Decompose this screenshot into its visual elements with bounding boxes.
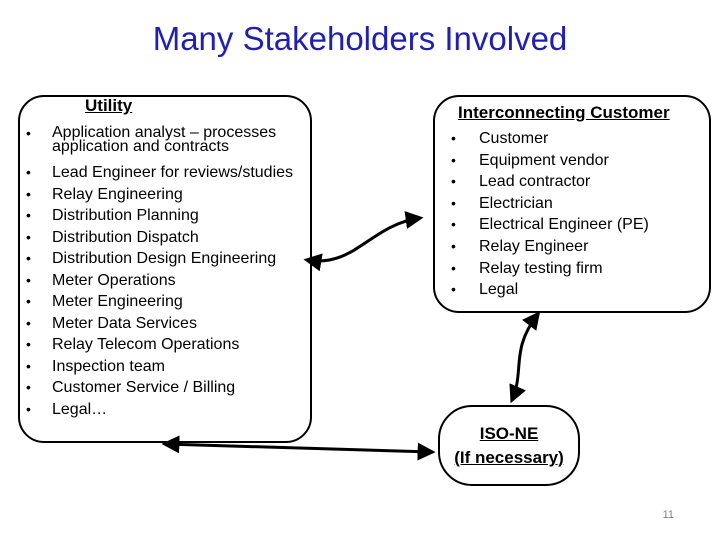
bullet-icon: • xyxy=(26,207,31,223)
slide-title: Many Stakeholders Involved xyxy=(152,20,568,57)
list-item-label: Meter Data Services xyxy=(52,314,197,332)
list-item-label: Legal xyxy=(479,281,519,299)
list-item-label: Meter Operations xyxy=(52,271,176,289)
bullet-icon: • xyxy=(26,250,31,266)
utility-heading: Utility xyxy=(85,96,133,115)
list-item-label-continued: application and contracts xyxy=(52,138,229,155)
list-item-label: Relay Engineering xyxy=(52,185,183,203)
bullet-icon: • xyxy=(451,151,456,168)
bullet-icon: • xyxy=(26,293,31,309)
bullet-icon: • xyxy=(26,379,31,395)
bullet-icon: • xyxy=(26,336,31,352)
iso-ne-condition: (If necessary) xyxy=(454,448,564,467)
list-item-label: Relay Engineer xyxy=(479,237,589,255)
bullet-icon: • xyxy=(26,228,31,245)
bullet-icon: • xyxy=(26,271,31,288)
customer-iso-arrow xyxy=(512,314,538,400)
list-item-label: Equipment vendor xyxy=(479,151,609,169)
bullet-icon: • xyxy=(451,173,456,190)
list-item-label: Customer Service / Billing xyxy=(52,379,236,396)
bullet-icon: • xyxy=(26,125,31,141)
list-item-label: Application analyst – processes xyxy=(52,124,277,141)
list-item-label: Meter Engineering xyxy=(52,293,183,310)
page-number: 11 xyxy=(662,509,674,521)
bullet-icon: • xyxy=(26,400,31,417)
list-item-label: Relay Telecom Operations xyxy=(52,336,240,353)
bullet-icon: • xyxy=(26,314,31,331)
bullet-icon: • xyxy=(26,357,31,374)
bullet-icon: • xyxy=(26,164,31,180)
list-item-label: Electrician xyxy=(479,194,553,212)
list-item-label: Distribution Planning xyxy=(52,207,199,224)
list-item-label: Relay testing firm xyxy=(479,259,603,277)
utility-iso-arrow xyxy=(165,444,432,452)
iso-ne-label: ISO-NE xyxy=(479,424,539,443)
list-item-label: Legal… xyxy=(52,400,108,418)
list-item-label: Customer xyxy=(479,130,549,147)
bullet-icon: • xyxy=(451,259,456,276)
bullet-icon: • xyxy=(451,237,456,254)
list-item-label: Lead Engineer for reviews/studies xyxy=(52,164,294,181)
list-item-label: Inspection team xyxy=(52,357,165,375)
list-item-label: Lead contractor xyxy=(479,173,591,191)
bullet-icon: • xyxy=(26,185,31,202)
bullet-icon: • xyxy=(451,281,456,298)
bullet-icon: • xyxy=(451,130,456,146)
bullet-icon: • xyxy=(451,216,456,233)
customer-heading: Interconnecting Customer xyxy=(458,103,670,122)
list-item-label: Distribution Design Engineering xyxy=(52,250,277,267)
utility-customer-arrow xyxy=(307,218,420,261)
list-item-label: Electrical Engineer (PE) xyxy=(479,216,649,234)
bullet-icon: • xyxy=(451,194,456,211)
list-item-label: Distribution Dispatch xyxy=(52,228,199,246)
